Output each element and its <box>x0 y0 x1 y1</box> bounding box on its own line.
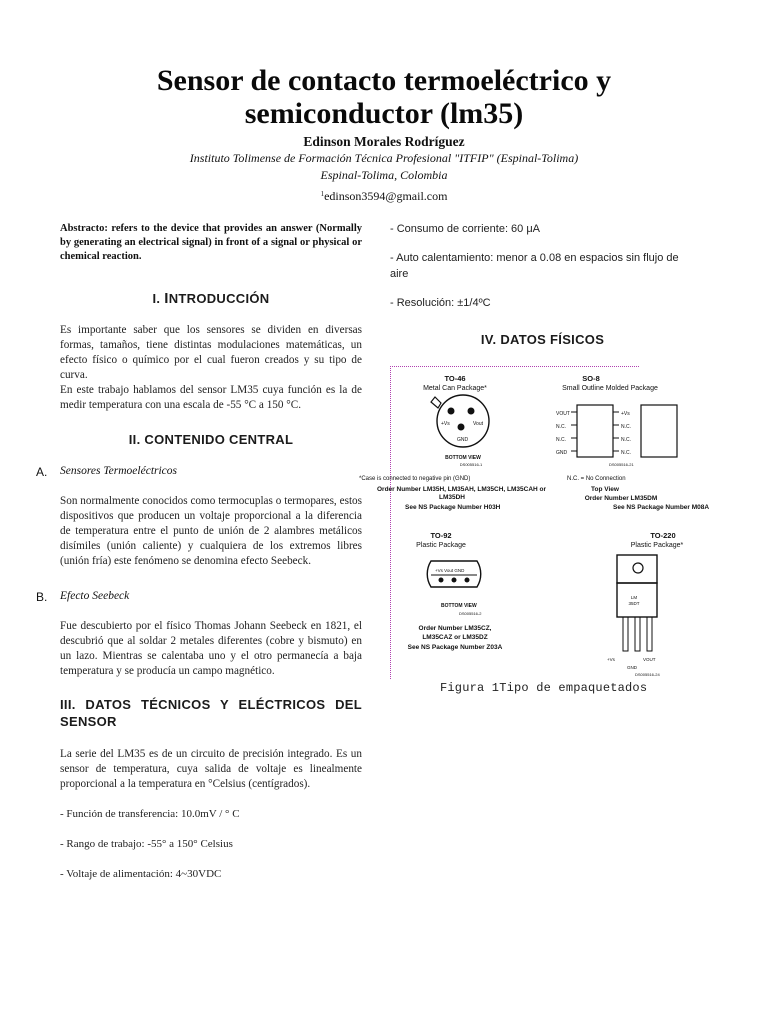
to92-package-icon <box>427 561 481 587</box>
location: Espinal-Tolima, Colombia <box>320 168 448 182</box>
to46-gnd-label: GND <box>457 437 469 443</box>
so8-pin-5-label: N.C. <box>621 450 631 456</box>
affiliation: Instituto Tolimense de Formación Técnica Profesional "ITFIP" (Espinal-Tolima) <box>189 151 579 165</box>
subsection-a-mark: A. <box>36 465 48 479</box>
figure-caption: Figura 1Tipo de empaquetados <box>440 681 648 695</box>
subsection-a-title: Sensores Termoeléctricos <box>60 465 178 477</box>
subsection-a-heading <box>36 465 362 479</box>
to220-title: TO-220 <box>650 531 676 540</box>
to220-subtitle: Plastic Package* <box>630 542 684 549</box>
so8-subtitle: Small Outline Molded Package <box>562 385 658 392</box>
title-line-2: semiconductor (lm35) <box>244 97 524 130</box>
to220-gnd-label: GND <box>627 665 637 670</box>
to46-ds-code: DS005516-1 <box>459 462 483 467</box>
section-heading-datos-tecnicos: III. DATOS TÉCNICOS Y ELÉCTRICOS DEL SENSOR <box>60 697 362 729</box>
so8-see-package: See NS Package Number M08A <box>613 504 710 511</box>
so8-ds-code: DS005516-21 <box>609 462 634 467</box>
email-text: edinson3594@gmail.com <box>324 189 448 203</box>
to46-see-package: See NS Package Number H03H <box>405 504 501 511</box>
so8-top-view: Top View <box>591 486 619 493</box>
spec-supply-voltage: - Voltaje de alimentación: 4~30VDC <box>60 868 222 880</box>
to92-subtitle: Plastic Package <box>416 542 466 549</box>
so8-pin-4-label: GND <box>556 450 568 456</box>
spec-self-heating: - Auto calentamiento: menor a 0.08 en espacios sin flujo de aire <box>390 252 679 280</box>
section-heading-introduccion <box>60 290 362 307</box>
so8-pin-1-label: VOUT <box>556 411 570 417</box>
heading-rest: NTRODUCCIÓN <box>168 291 270 306</box>
to46-order-number: Order Number LM35H, LM35AH, LM35CH, LM35CAH or <box>377 486 547 493</box>
spec-resolution: - Resolución: ±1/4ºC <box>390 297 491 309</box>
to92-ds-code: DS005516-2 <box>459 611 482 616</box>
spec-current: - Consumo de corriente: 60 μA <box>390 223 541 235</box>
to220-ds-code: DS005516-24 <box>635 672 660 677</box>
to46-vs-label: +Vs <box>441 421 450 427</box>
so8-pin-3-label: N.C. <box>556 437 566 443</box>
to92-title: TO-92 <box>430 531 452 540</box>
heading-initial: I <box>164 290 169 307</box>
package-diagram-svg <box>359 367 710 679</box>
so8-nc-note: N.C. = No Connection <box>567 476 626 482</box>
section-num: I. <box>152 291 161 306</box>
subsection-b-heading <box>36 590 362 604</box>
author-email <box>0 186 768 205</box>
right-column <box>390 222 695 347</box>
to92-pin-labels: +Vs Vout GND <box>435 568 465 573</box>
intro-paragraph-2: En este trabajo hablamos del sensor LM35 cuya función es la de medir temperatura con una escala de -55 °C a 150 °C. <box>60 384 362 411</box>
spec-working-range: - Rango de trabajo: -55° a 150° Celsius <box>60 838 233 850</box>
left-column <box>36 222 362 882</box>
to46-title: TO-46 <box>444 374 466 383</box>
subsection-a-paragraph: Son normalmente conocidos como termocuplas o termopares, estos dispositivos que producen un voltaje proporcional a la diferencia de temperatura entre el punto de unión de 2 alambres metálicos disímiles (unión caliente) y cualquiera de los extremos libres (unión fría) este fenómeno se denomina efecto Seebeck. <box>60 495 362 567</box>
to92-order-number-2: LM35CAZ or LM35DZ <box>422 634 488 641</box>
to46-subtitle: Metal Can Package* <box>423 385 487 392</box>
paper-header <box>0 64 768 205</box>
to220-vs-label: +Vs <box>607 657 615 662</box>
author-name: Edinson Morales Rodríguez <box>303 134 465 149</box>
so8-title: SO-8 <box>582 374 600 383</box>
subsection-b-mark: B. <box>36 590 48 604</box>
tech-paragraph: La serie del LM35 es de un circuito de precisión integrado. Es un sensor de temperatura, cuya salida de voltaje es linealmente proporcional a la temperatura en °Celsius (centígrados). <box>60 748 362 790</box>
to92-view-label: BOTTOM VIEW <box>441 603 477 609</box>
abstract: Abstracto: refers to the device that provides an answer (Normally by generating an electrical signal) in front of a signal or physical or chemical reaction. <box>60 223 362 262</box>
to220-chip-label-2: 35DT <box>628 601 640 606</box>
to220-vout-label: VOUT <box>643 657 656 662</box>
spec-transfer-function: - Función de transferencia: 10.0mV / ° C <box>60 808 240 820</box>
so8-pin-6-label: N.C. <box>621 437 631 443</box>
to46-case-note: *Case is connected to negative pin (GND) <box>359 476 471 482</box>
to220-chip-label-1: LM <box>630 595 638 600</box>
to92-order-number: Order Number LM35CZ, <box>418 625 492 632</box>
to46-vout-label: Vout <box>473 421 484 427</box>
subsection-b-paragraph: Fue descubierto por el físico Thomas Johann Seebeck en 1821, el descubrió que al soldar 2 metales diferentes (cobre y bismuto) en un lazo. Mientras se calentaba uno y el otro permanecía a baja temperatura y se producía un campo magnético. <box>60 620 362 677</box>
to46-view-label: BOTTOM VIEW <box>445 455 481 461</box>
so8-pin-7-label: N.C. <box>621 424 631 430</box>
title-line-1: Sensor de contacto termoeléctrico y <box>156 64 612 97</box>
section-heading-contenido: II. CONTENIDO CENTRAL <box>128 432 294 447</box>
package-figure <box>359 366 710 679</box>
so8-pin-8-label: +Vs <box>621 411 630 417</box>
intro-paragraph-1: Es importante saber que los sensores se dividen en diversas formas, tamaños, tiene distintas modulaciones matemáticas, un efecto físico o químico por el cual fueron creados y su tipo de curva. <box>60 324 362 381</box>
so8-pin-2-label: N.C. <box>556 424 566 430</box>
to92-see-package: See NS Package Number Z03A <box>407 644 503 651</box>
to46-order-number-2: LM35DH <box>439 494 466 501</box>
so8-order-number: Order Number LM35DM <box>584 495 658 502</box>
paper-title <box>0 64 768 130</box>
section-heading-datos-fisicos: IV. DATOS FÍSICOS <box>480 332 605 347</box>
email-footnote-mark: 1 <box>320 190 325 198</box>
subsection-b-title: Efecto Seebeck <box>60 590 130 602</box>
